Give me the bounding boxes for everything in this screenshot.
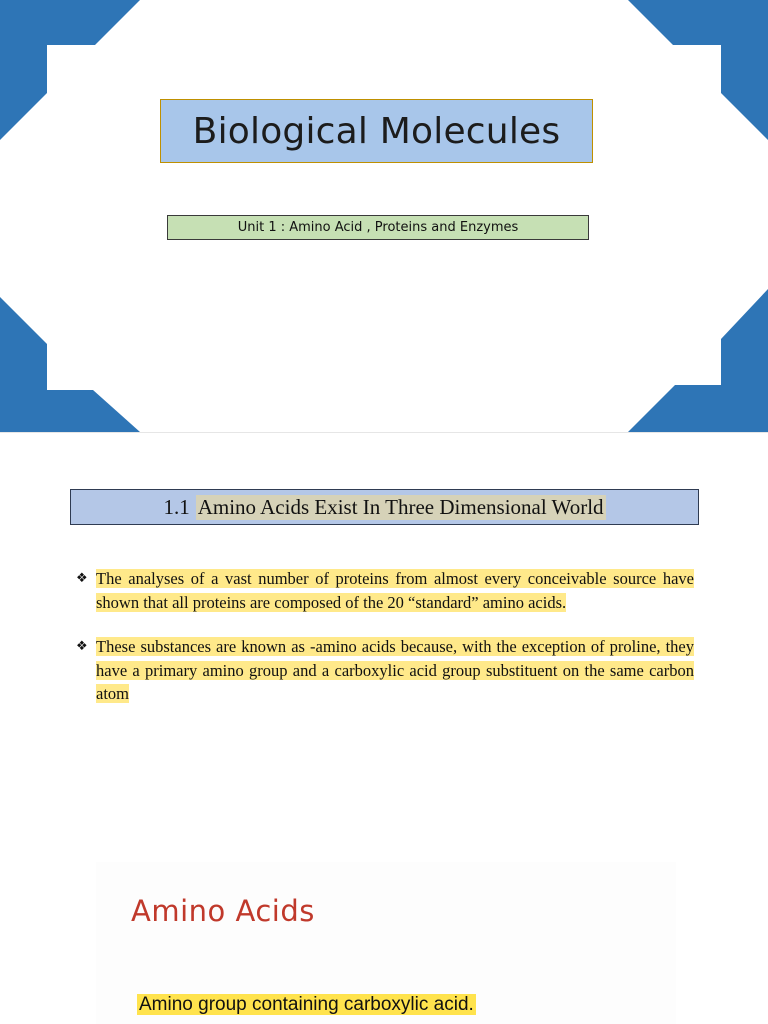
diamond-bullet-icon: ❖ — [76, 571, 88, 586]
bullet-item — [74, 567, 694, 614]
amino-acids-subtitle-text: Amino group containing carboxylic acid. — [139, 994, 474, 1015]
title-slide — [0, 0, 768, 432]
section-title: Amino Acids Exist In Three Dimensional World — [197, 494, 604, 519]
slide-divider — [0, 432, 768, 433]
diamond-bullet-icon: ❖ — [76, 639, 88, 654]
slide-title: Biological Molecules — [160, 99, 593, 163]
amino-acids-title: Amino Acids — [131, 894, 315, 928]
bullet-list — [74, 567, 694, 706]
corner-decoration-top-left — [0, 0, 140, 145]
corner-decoration-bottom-right — [628, 289, 768, 432]
bullet-item — [74, 635, 694, 706]
corner-decoration-bottom-left — [0, 297, 140, 432]
bullet-text: The analyses of a vast number of proteins from almost every conceivable source have shown that all proteins are composed of the 20 “standard” amino acids. — [96, 569, 694, 612]
section-heading — [70, 489, 699, 525]
section-number: 1.1 — [163, 494, 190, 519]
corner-decoration-top-right — [628, 0, 768, 145]
bullet-text: These substances are known as -amino acids because, with the exception of proline, they have a primary amino group and a carboxylic acid group substituent on the same carbon atom — [96, 637, 694, 703]
unit-subtitle: Unit 1 : Amino Acid , Proteins and Enzymes — [167, 215, 589, 240]
amino-acids-subtitle — [137, 994, 476, 1016]
